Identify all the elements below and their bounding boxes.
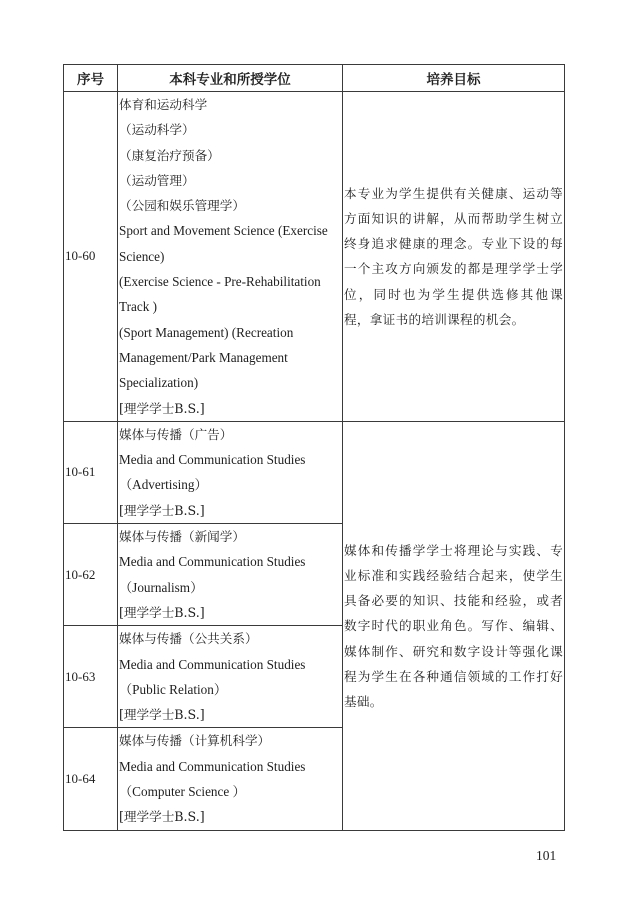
header-number: 序号 bbox=[64, 65, 118, 92]
major-line: 媒体与传播（新闻学） bbox=[119, 529, 245, 545]
degree-line: [理学学士B.S.] bbox=[119, 604, 205, 620]
row-number: 10-63 bbox=[64, 626, 118, 728]
goal-cell bbox=[343, 92, 565, 422]
major-cell bbox=[118, 626, 343, 728]
major-line: （Computer Science ） bbox=[119, 784, 246, 800]
major-line: （康复治疗预备） bbox=[119, 147, 220, 163]
major-line: 媒体与传播（公共关系） bbox=[119, 631, 258, 647]
major-line: （运动管理） bbox=[119, 172, 195, 188]
major-line: (Exercise Science - Pre-Rehabilitation bbox=[119, 274, 321, 290]
major-line: （Public Relation） bbox=[119, 681, 228, 697]
major-line: (Sport Management) (Recreation bbox=[119, 324, 294, 340]
major-line: （运动科学） bbox=[119, 122, 195, 138]
degree-line: [理学学士B.S.] bbox=[119, 400, 205, 416]
major-line: （Advertising） bbox=[119, 477, 208, 493]
major-line: 媒体与传播（计算机科学） bbox=[119, 733, 271, 749]
major-line: Track ) bbox=[119, 299, 157, 315]
major-line: Science) bbox=[119, 248, 165, 264]
row-number: 10-61 bbox=[64, 421, 118, 523]
row-number: 10-64 bbox=[64, 728, 118, 831]
table-header-row bbox=[64, 65, 565, 92]
major-cell bbox=[118, 728, 343, 831]
page-number: 101 bbox=[536, 848, 557, 863]
major-line: 媒体与传播（广告） bbox=[119, 426, 233, 442]
major-line: Management/Park Management bbox=[119, 349, 288, 365]
table-row bbox=[64, 421, 565, 523]
row-number: 10-62 bbox=[64, 524, 118, 626]
goal-cell bbox=[343, 421, 565, 831]
goal-text: 媒体和传播学学士将理论与实践、专业标准和实践经验结合起来，使学生具备必要的知识、技能和经验，或者数字时代的职业角色。写作、编辑、媒体制作、研究和数字设计等强化课程为学生在各种通信领域的工作打好基础。 bbox=[344, 542, 563, 710]
major-line: （Journalism） bbox=[119, 579, 204, 595]
major-line: Media and Communication Studies bbox=[119, 758, 306, 774]
major-cell bbox=[118, 524, 343, 626]
table-row bbox=[64, 92, 565, 422]
major-line: Media and Communication Studies bbox=[119, 656, 306, 672]
degree-line: [理学学士B.S.] bbox=[119, 707, 205, 723]
major-cell bbox=[118, 92, 343, 422]
major-cell bbox=[118, 421, 343, 523]
header-goal: 培养目标 bbox=[343, 65, 565, 92]
major-line: （公园和娱乐管理学） bbox=[119, 198, 245, 214]
major-line: Sport and Movement Science (Exercise bbox=[119, 223, 328, 239]
major-line: Media and Communication Studies bbox=[119, 554, 306, 570]
major-line: Media and Communication Studies bbox=[119, 452, 306, 468]
major-line: Specialization) bbox=[119, 375, 199, 391]
row-number: 10-60 bbox=[64, 92, 118, 422]
goal-text: 本专业为学生提供有关健康、运动等方面知识的讲解，从而帮助学生树立终身追求健康的理念。专业下设的每一个主攻方向颁发的都是理学学士学位，同时也为学生提供选修其他课程，拿证书的培训课程的机会。 bbox=[344, 185, 563, 328]
major-line: 体育和运动科学 bbox=[119, 97, 208, 112]
degree-line: [理学学士B.S.] bbox=[119, 502, 205, 518]
degree-line: [理学学士B.S.] bbox=[119, 809, 205, 825]
header-major: 本科专业和所授学位 bbox=[118, 65, 343, 92]
majors-table bbox=[63, 64, 565, 831]
